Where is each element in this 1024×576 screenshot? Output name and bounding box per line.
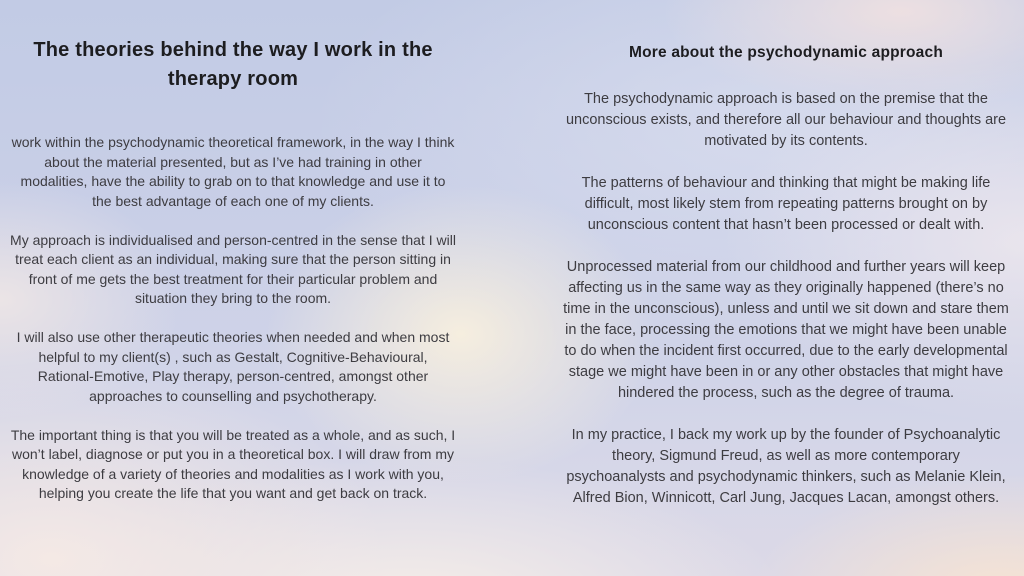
right-column-body — [562, 89, 1010, 509]
left-paragraph-2: My approach is individualised and person-centred in the sense that I will treat each client as an individual, making sure that the person sitting in front of me gets the best treatment for their particular problem and situation they bring to the room. — [10, 231, 456, 306]
left-column — [10, 36, 456, 523]
left-paragraph-4: The important thing is that you will be treated as a whole, and as such, I won’t label, diagnose or put you in a theoretical box. I will draw from my knowledge of a variety of theories and modalities as I work with you, helping you create the life that you want and get back on track. — [10, 426, 456, 501]
right-column-title: More about the psychodynamic approach — [628, 44, 943, 61]
right-paragraph-4: In my practice, I back my work up by the founder of Psychoanalytic theory, Sigmund Freud, as well as more contemporary psychoanalysts and psychodynamic thinkers, such as Melanie Klein, Alfred Bion, Winnicott, Carl Jung, Jacques Lacan, amongst others. — [566, 426, 1006, 506]
right-column — [562, 42, 1010, 530]
left-paragraph-3: I will also use other therapeutic theories when needed and when most helpful to my client(s) , such as Gestalt, Cognitive-Behavioural, Rational-Emotive, Play therapy, person-centred, amongst other approaches to counselling and psychotherapy. — [16, 329, 450, 404]
left-paragraph-1: work within the psychodynamic theoretical framework, in the way I think about the material presented, but as I’ve had training in other modalities, have the ability to grab on to that knowledge and use it to the best advantage of each one of my clients. — [11, 134, 455, 209]
left-column-title: The theories behind the way I work in the therapy room — [33, 39, 433, 90]
left-column-body — [10, 133, 456, 504]
right-paragraph-1: The psychodynamic approach is based on the premise that the unconscious exists, and therefore all our behaviour and thoughts are motivated by its contents. — [565, 90, 1007, 149]
right-paragraph-3: Unprocessed material from our childhood and further years will keep affecting us in the same way as they originally happened (there’s no time in the unconscious), unless and until we sit down and stare them in the face, processing the emotions that we might have been unable to do when the incident first occurred, due to the early developmental stage we might have been in or any other obstacles that might have hindered the process, such as the degree of trauma. — [563, 258, 1009, 401]
right-paragraph-2: The patterns of behaviour and thinking that might be making life difficult, most likely stem from repeating patterns brought on by unconscious content that hasn’t been processed or dealt with. — [581, 174, 991, 233]
